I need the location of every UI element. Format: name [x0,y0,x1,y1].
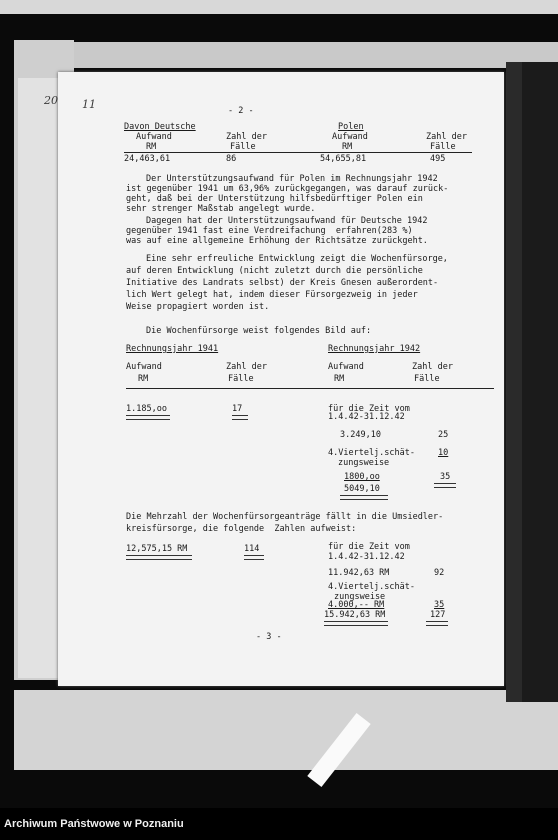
para3-line: auf deren Entwicklung (nicht zuletzt durch die persönliche [126,266,423,276]
double-underline [340,495,388,500]
mount-top [14,42,558,68]
previous-page-edge [18,78,60,678]
value-deutsche-faelle: 86 [226,154,237,164]
double-underline [232,415,248,420]
folio-mark-1: 20 [44,94,58,107]
table1-rule [124,152,472,153]
document-page [44,72,504,686]
archive-footer [0,808,558,840]
umsiedler-zeit-line-1: für die Zeit vom [328,542,410,552]
para3-line: Eine sehr erfreuliche Entwicklung zeigt die Wochenfürsorge, [146,254,448,264]
umsiedler-viertel-line-1: 4.Viertelj.schät- [328,582,415,592]
zeit-line-1: für die Zeit vom [328,404,410,414]
value-polen-aufwand: 54,655,81 [320,154,367,164]
umsiedler-1941-faelle: 114 [244,544,260,554]
umsiedler-1941-aufwand: 12,575,15 RM [126,544,188,554]
umsiedler-1942-faelle-2: 35 [434,600,445,610]
umsiedler-1942-total: 15.942,63 RM [324,610,386,620]
archive-name: Archiwum Państwowe w Poznaniu [4,818,184,830]
umsiedler-1942-faelle-total: 127 [430,610,446,620]
col-zahl-1941: Zahl der [226,362,267,372]
col-faelle: Fälle [230,142,256,152]
mount-bottom [14,690,558,770]
col-faelle-1941: Fälle [228,374,254,384]
table2-rule [126,388,494,389]
col-aufwand: Aufwand [136,132,172,142]
value-1942-faelle-1: 25 [438,430,449,440]
umsiedler-1942-aufwand-2: 4.000,-- RM [328,600,385,610]
col-zahl-polen: Zahl der [426,132,467,142]
value-1941-faelle: 17 [232,404,243,414]
para1-line: sehr strenger Maßstab angelegt wurde. [126,204,316,214]
para3-line: Weise propagiert worden ist. [126,302,270,312]
page-header: - 2 - [228,106,254,116]
col-polen: Polen [338,122,364,132]
para2-line: was auf eine allgemeine Erhöhung der Richtsätze zurückgeht. [126,236,428,246]
col-rm-1942: RM [334,374,345,384]
viertel-line-2: zungsweise [338,458,390,468]
scan-top-strip [0,0,558,14]
year-1942-heading: Rechnungsjahr 1942 [328,344,421,354]
umsiedler-1942-aufwand-1: 11.942,63 RM [328,568,390,578]
double-underline [324,621,388,626]
value-1941-aufwand: 1.185,oo [126,404,167,414]
col-rm-polen: RM [342,142,353,152]
umsiedler-zeit-line-2: 1.4.42-31.12.42 [328,552,405,562]
year-1941-heading: Rechnungsjahr 1941 [126,344,219,354]
col-rm: RM [146,142,157,152]
zeit-line-2: 1.4.42-31.12.42 [328,412,405,422]
double-underline [426,621,448,626]
value-deutsche-aufwand: 24,463,61 [124,154,171,164]
col-aufwand-polen: Aufwand [332,132,368,142]
double-underline [244,555,264,560]
folio-mark-2: 11 [82,98,96,111]
umsiedler-viertel-line-2: zungsweise [334,592,386,602]
para1-line: Der Unterstützungsaufwand für Polen im Rechnungsjahr 1942 [146,174,438,184]
col-faelle-polen: Fälle [430,142,456,152]
col-zahl: Zahl der [226,132,267,142]
double-underline [126,415,170,420]
para3-line: Initiative des Landrats selbst) der Kreis Gnesen außerordent- [126,278,439,288]
col-zahl-1942: Zahl der [412,362,453,372]
value-1942-faelle-2: 10 [438,448,449,458]
umsiedler-1942-faelle-1: 92 [434,568,445,578]
value-1942-aufwand-2: 1800,oo [344,472,380,482]
col-faelle-1942: Fälle [414,374,440,384]
para5-line: kreisfürsorge, die folgende Zahlen aufweist: [126,524,357,534]
value-1942-faelle-total: 35 [440,472,451,482]
col-davon-deutsche: Davon Deutsche [124,122,196,132]
double-underline [126,555,192,560]
para5-line: Die Mehrzahl der Wochenfürsorgeanträge fällt in die Umsiedler- [126,512,444,522]
para1-line: geht, daß bei der Unterstützung hilfsbedürftiger Polen ein [126,194,423,204]
binding-spine-inner [522,62,558,702]
para2-line: Dagegen hat der Unterstützungsaufwand für Deutsche 1942 [146,216,428,226]
col-aufwand-1941: Aufwand [126,362,162,372]
para3-line: lich Wert gelegt hat, indem dieser Fürsorgezweig in jeder [126,290,418,300]
para1-line: ist gegenüber 1941 um 63,96% zurückgegangen, was darauf zurück- [126,184,449,194]
value-polen-faelle: 495 [430,154,446,164]
viertel-line-1: 4.Viertelj.schät- [328,448,415,458]
para4: Die Wochenfürsorge weist folgendes Bild auf: [146,326,372,336]
value-1942-total: 5049,10 [344,484,380,494]
para2-line: gegenüber 1941 fast eine Verdreifachung erfahren(283 %) [126,226,413,236]
col-aufwand-1942: Aufwand [328,362,364,372]
page-footer: - 3 - [256,632,282,642]
value-1942-aufwand-1: 3.249,10 [340,430,381,440]
double-underline [434,483,456,488]
col-rm-1941: RM [138,374,149,384]
